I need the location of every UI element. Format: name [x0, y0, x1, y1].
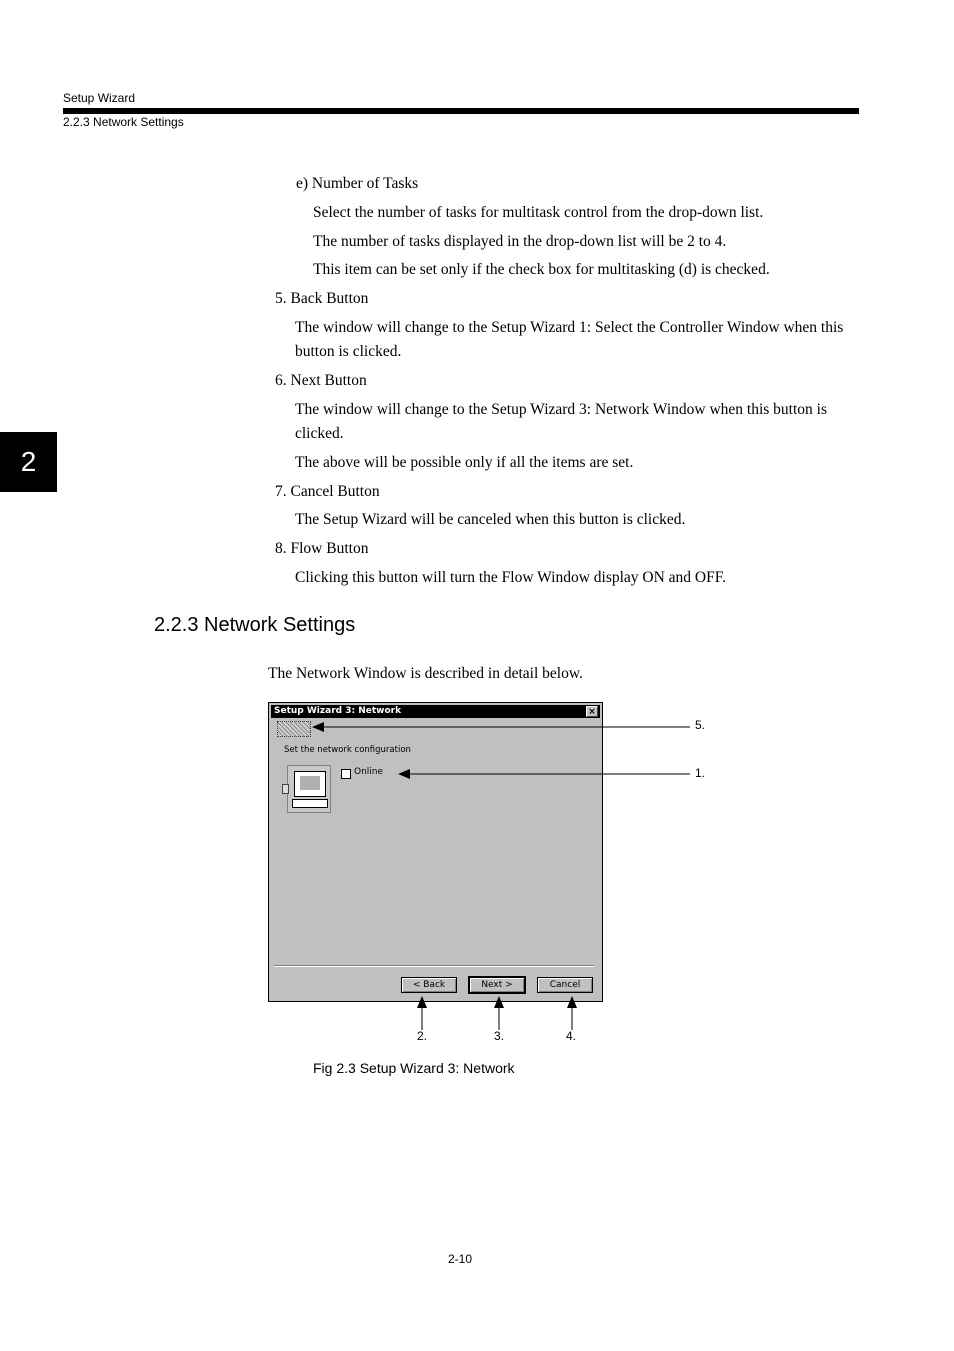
setup-wizard-network-dialog	[268, 702, 603, 1002]
item-5-body: The window will change to the Setup Wizard 1: Select the Controller Window when this button is clicked.	[295, 319, 844, 360]
online-checkbox-label[interactable]: Online	[354, 767, 384, 777]
callout-2-label: 2.	[417, 1029, 428, 1043]
item-6-body: The window will change to the Setup Wizard 3: Network Window when this button is clicked.	[295, 401, 827, 442]
item-e-line1: Select the number of tasks for multitask control from the drop-down list.	[313, 204, 764, 221]
computer-base-icon	[292, 799, 328, 808]
running-header-subsection: 2.2.3 Network Settings	[63, 115, 184, 129]
close-icon[interactable]: ×	[586, 706, 598, 717]
dialog-title: Setup Wizard 3: Network	[274, 706, 402, 716]
computer-drive-icon	[282, 784, 289, 794]
section-intro: The Network Window is described in detail below.	[268, 665, 583, 682]
cancel-button[interactable]: Cancel	[537, 977, 593, 993]
page-number: 2-10	[448, 1252, 473, 1266]
item-e-title: e) Number of Tasks	[296, 175, 419, 192]
dialog-separator	[274, 965, 594, 967]
item-6-note: The above will be possible only if all the items are set.	[295, 454, 634, 471]
chapter-tab: 2	[0, 432, 57, 492]
dialog-titlebar	[271, 705, 600, 718]
item-e-line3: This item can be set only if the check box for multitasking (d) is checked.	[313, 261, 770, 278]
next-button[interactable]: Next >	[469, 977, 525, 993]
flow-toggle-icon[interactable]	[277, 721, 311, 737]
item-5-title: 5. Back Button	[275, 290, 369, 307]
item-7-body: The Setup Wizard will be canceled when this button is clicked.	[295, 511, 686, 528]
online-checkbox[interactable]	[341, 769, 351, 779]
item-8-body: Clicking this button will turn the Flow Window display ON and OFF.	[295, 569, 726, 586]
item-e-line2: The number of tasks displayed in the drop-down list will be 2 to 4.	[313, 233, 727, 250]
section-heading: 2.2.3 Network Settings	[154, 614, 356, 636]
callout-4-label: 4.	[566, 1029, 577, 1043]
figure-caption: Fig 2.3 Setup Wizard 3: Network	[313, 1060, 515, 1076]
item-6-title: 6. Next Button	[275, 372, 367, 389]
monitor-icon	[294, 771, 326, 797]
callout-1-label: 1.	[695, 766, 706, 780]
back-button[interactable]: < Back	[401, 977, 457, 993]
callout-3-label: 3.	[494, 1029, 505, 1043]
item-7-title: 7. Cancel Button	[275, 483, 380, 500]
network-prompt: Set the network configuration	[284, 745, 411, 755]
callout-5-label: 5.	[695, 718, 706, 732]
running-header-section: Setup Wizard	[63, 91, 136, 105]
computer-icon	[287, 765, 331, 813]
header-rule	[63, 108, 859, 114]
item-8-title: 8. Flow Button	[275, 540, 369, 557]
